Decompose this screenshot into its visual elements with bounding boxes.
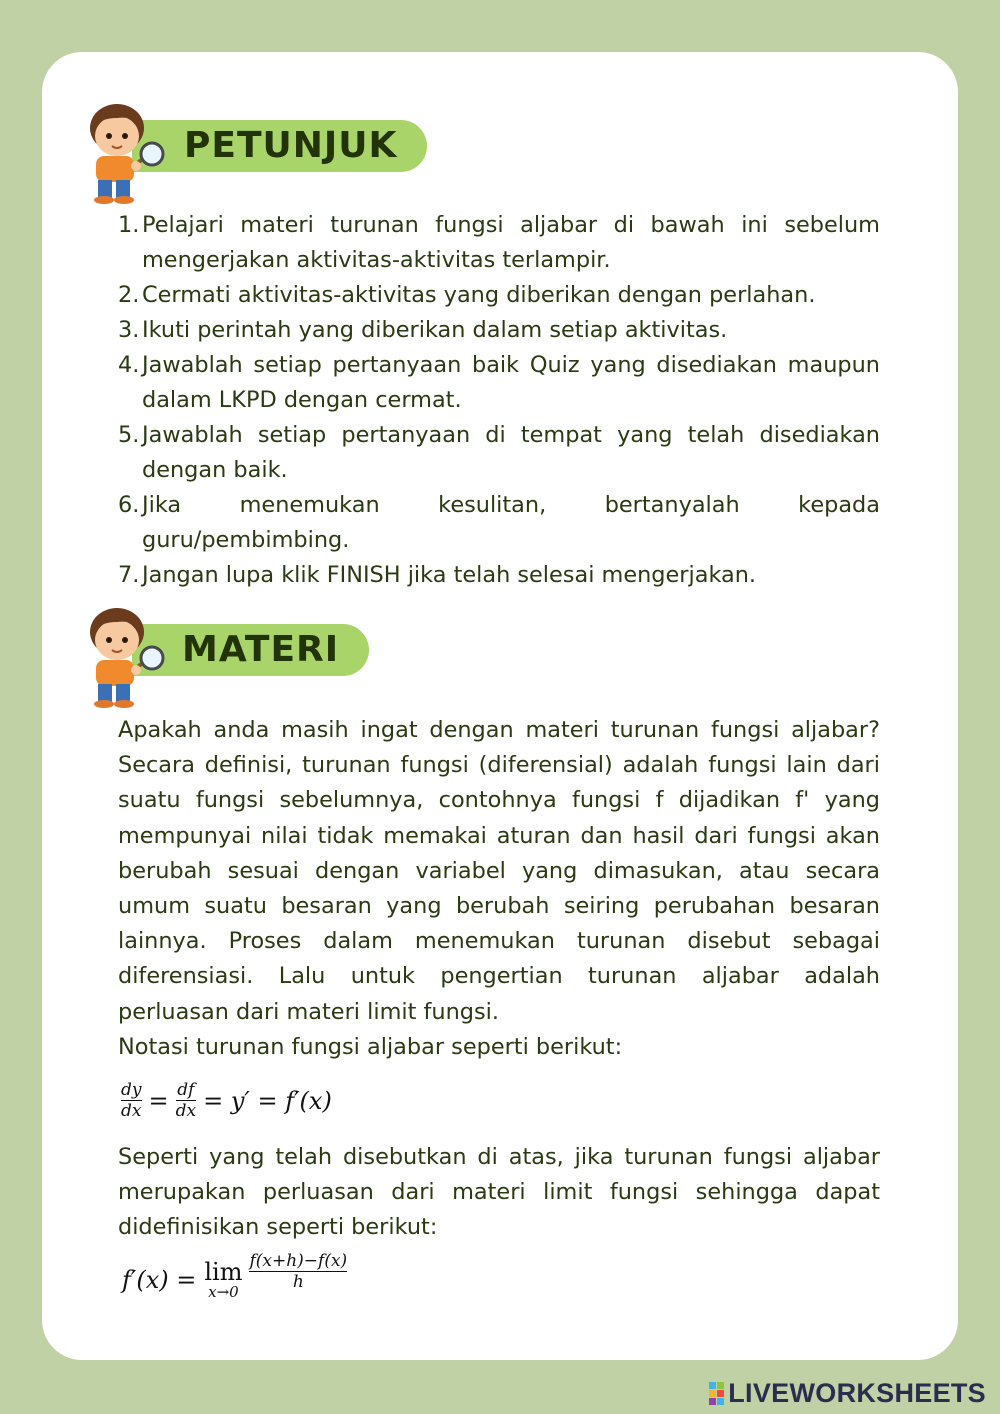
list-item: 1. Pelajari materi turunan fungsi aljabar di bawah ini sebelum mengerjakan aktivitas-aktivitas terlampir. bbox=[118, 212, 880, 273]
list-item: 5. Jawablah setiap pertanyaan di tempat yang telah disediakan dengan baik. bbox=[118, 422, 880, 483]
list-item: 6. Jika menemukan kesulitan, bertanyalah kepada guru/pembimbing. bbox=[118, 492, 880, 553]
materi-title: MATERI bbox=[132, 624, 369, 676]
liveworksheets-mark-icon bbox=[709, 1382, 724, 1405]
materi-header bbox=[72, 600, 432, 710]
list-item: 7. Jangan lupa klik FINISH jika telah selesai mengerjakan. bbox=[118, 562, 757, 588]
materi-intro-paragraph: Apakah anda masih ingat dengan materi turunan fungsi aljabar? Secara definisi, turunan fungsi (diferensial) adalah fungsi lain dari suatu fungsi sebelumnya, contohnya fungsi f dijadikan f' yang mempunyai nilai tidak memakai aturan dan hasil dari fungsi akan berubah sesuai dengan variabel yang dimasukan, atau secara umum suatu besaran yang berubah seiring perubahan besaran lainnya. Proses dalam menemukan turunan disebut sebagai diferensiasi. Lalu untuk pengertian turunan aljabar adalah perluasan dari materi limit fungsi. bbox=[118, 717, 880, 1025]
petunjuk-header bbox=[72, 96, 432, 206]
liveworksheets-logo: LIVEWORKSHEETS bbox=[709, 1378, 986, 1408]
boy-magnifier-illustration bbox=[72, 600, 172, 710]
list-item: 4. Jawablah setiap pertanyaan baik Quiz yang disediakan maupun dalam LKPD dengan cermat. bbox=[118, 352, 880, 413]
instruction-list bbox=[118, 208, 880, 593]
list-item: 3. Ikuti perintah yang diberikan dalam setiap aktivitas. bbox=[118, 317, 728, 343]
notation-formula: $\frac{dy}{dx}$ = $\frac{df}{dx}$ = y′ = f′(x) bbox=[121, 1080, 332, 1121]
list-item: 2. Cermati aktivitas-aktivitas yang diberikan dengan perlahan. bbox=[118, 282, 816, 308]
limit-definition-formula: f′(x) = lim x→0 $\frac{f(x+h)-f(x)}{h}$ bbox=[122, 1250, 348, 1301]
definition-paragraph: Seperti yang telah disebutkan di atas, jika turunan fungsi aljabar merupakan perluasan dari materi limit fungsi sehingga dapat didefinisikan seperti berikut: bbox=[118, 1144, 880, 1241]
boy-magnifier-illustration bbox=[72, 96, 172, 206]
petunjuk-title: PETUNJUK bbox=[132, 120, 427, 172]
notation-label: Notasi turunan fungsi aljabar seperti berikut: bbox=[118, 1034, 623, 1060]
